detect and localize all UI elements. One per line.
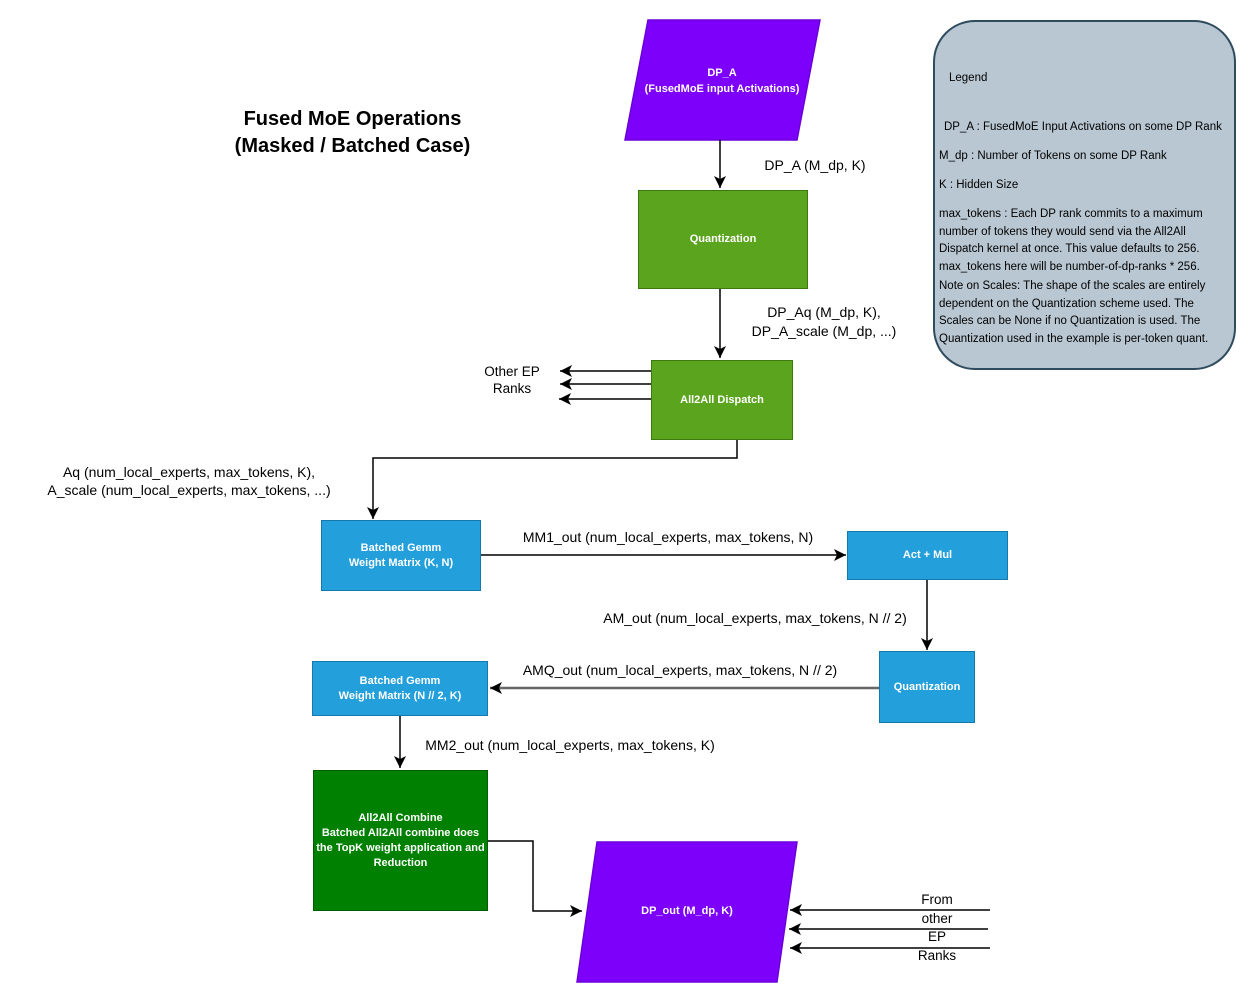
all2all-dispatch-label: All2All Dispatch bbox=[680, 393, 764, 406]
batched-gemm2-line1: Batched Gemm bbox=[359, 674, 441, 687]
batched-gemm2-node bbox=[312, 661, 488, 716]
quantization2-label: Quantization bbox=[893, 680, 961, 693]
edge-label-am-out bbox=[590, 609, 920, 628]
edge-label-amq-out-text: AMQ_out (num_local_experts, max_tokens, N // 2) bbox=[522, 662, 838, 678]
all2all-dispatch-node bbox=[651, 360, 793, 440]
legend-title: Legend bbox=[949, 72, 988, 84]
legend-para-max-tokens: max_tokens : Each DP rank commits to a maximum number of tokens they would send via the All2All Dispatch kernel at once. This value defaults to 256. max_tokens here will be number-of-dp-ranks * 256. bbox=[939, 208, 1203, 273]
quantization1-label: Quantization bbox=[689, 233, 757, 245]
dp-a-label-line1: DP_A bbox=[707, 67, 737, 79]
dp-a-label bbox=[627, 65, 817, 97]
legend-item-k: K : Hidden Size bbox=[939, 179, 1019, 191]
batched-gemm1-node bbox=[321, 520, 481, 591]
diagram-title-line2: (Masked / Batched Case) bbox=[234, 135, 471, 157]
dp-a-label-line2: (FusedMoE input Activations) bbox=[644, 83, 800, 95]
edge-label-mm2-out-text: MM2_out (num_local_experts, max_tokens, K) bbox=[425, 737, 715, 753]
arrow-dispatch-to-gemm1 bbox=[373, 440, 737, 519]
edge-label-mm2-out bbox=[405, 736, 735, 755]
other-ep-ranks-label bbox=[452, 364, 572, 397]
legend-item-m-dp: M_dp : Number of Tokens on some DP Rank bbox=[939, 150, 1167, 162]
legend-box bbox=[933, 20, 1236, 370]
batched-gemm1-line2: Weight Matrix (K, N) bbox=[348, 556, 454, 569]
quantization2-node bbox=[879, 651, 975, 723]
from-other-ep-ranks-label bbox=[887, 891, 987, 965]
edge-label-dpaq-line2: DP_A_scale (M_dp, ...) bbox=[751, 322, 897, 339]
edge-label-aq-line2: A_scale (num_local_experts, max_tokens, ...) bbox=[47, 481, 331, 498]
edge-label-mm1-out bbox=[503, 528, 833, 547]
edge-label-dpa-out-text: DP_A (M_dp, K) bbox=[764, 157, 866, 173]
all2all-combine-line1: All2All Combine bbox=[358, 811, 443, 824]
edge-label-dpaq bbox=[699, 303, 949, 340]
from-other-ep-line4: Ranks bbox=[917, 947, 957, 963]
act-mul-label: Act + Mul bbox=[902, 549, 953, 561]
quantization1-node bbox=[638, 190, 808, 289]
dp-out-label bbox=[587, 903, 787, 919]
diagram-title bbox=[190, 106, 515, 160]
other-ep-ranks-line2: Ranks bbox=[492, 380, 532, 396]
edge-label-aq bbox=[29, 464, 349, 499]
edge-label-am-out-text: AM_out (num_local_experts, max_tokens, N // 2) bbox=[603, 610, 907, 626]
edge-label-dpa-out bbox=[715, 156, 915, 175]
from-other-ep-line1: From bbox=[921, 892, 953, 907]
batched-gemm1-line1: Batched Gemm bbox=[360, 541, 442, 554]
legend-item-dp-a: DP_A : FusedMoE Input Activations on some DP Rank bbox=[944, 121, 1222, 133]
from-other-ep-line2: other bbox=[921, 910, 953, 926]
edge-label-mm1-out-text: MM1_out (num_local_experts, max_tokens, N) bbox=[522, 529, 814, 545]
edge-label-aq-line1: Aq (num_local_experts, max_tokens, K), bbox=[62, 464, 316, 480]
legend-para-note-scales: Note on Scales: The shape of the scales are entirely dependent on the Quantization scheme used. The Scales can be None if no Quantization is used. The Quantization used in the example is per-token quant. bbox=[939, 280, 1209, 345]
all2all-combine-line3: the TopK weight application and bbox=[316, 841, 485, 854]
batched-gemm2-line2: Weight Matrix (N // 2, K) bbox=[338, 689, 462, 702]
all2all-combine-line4: Reduction bbox=[373, 856, 428, 869]
diagram-title-line1: Fused MoE Operations bbox=[243, 108, 462, 130]
edge-label-dpaq-line1: DP_Aq (M_dp, K), bbox=[767, 304, 881, 320]
edge-label-amq-out bbox=[515, 661, 845, 680]
dp-out-label-text: DP_out (M_dp, K) bbox=[641, 905, 733, 917]
arrow-combine-to-dpout bbox=[488, 841, 582, 911]
all2all-combine-line2: Batched All2All combine does bbox=[321, 826, 480, 839]
other-ep-ranks-line1: Other EP bbox=[484, 364, 540, 379]
all2all-combine-node bbox=[313, 770, 488, 911]
act-mul-node bbox=[847, 531, 1008, 580]
from-other-ep-line3: EP bbox=[927, 929, 946, 944]
